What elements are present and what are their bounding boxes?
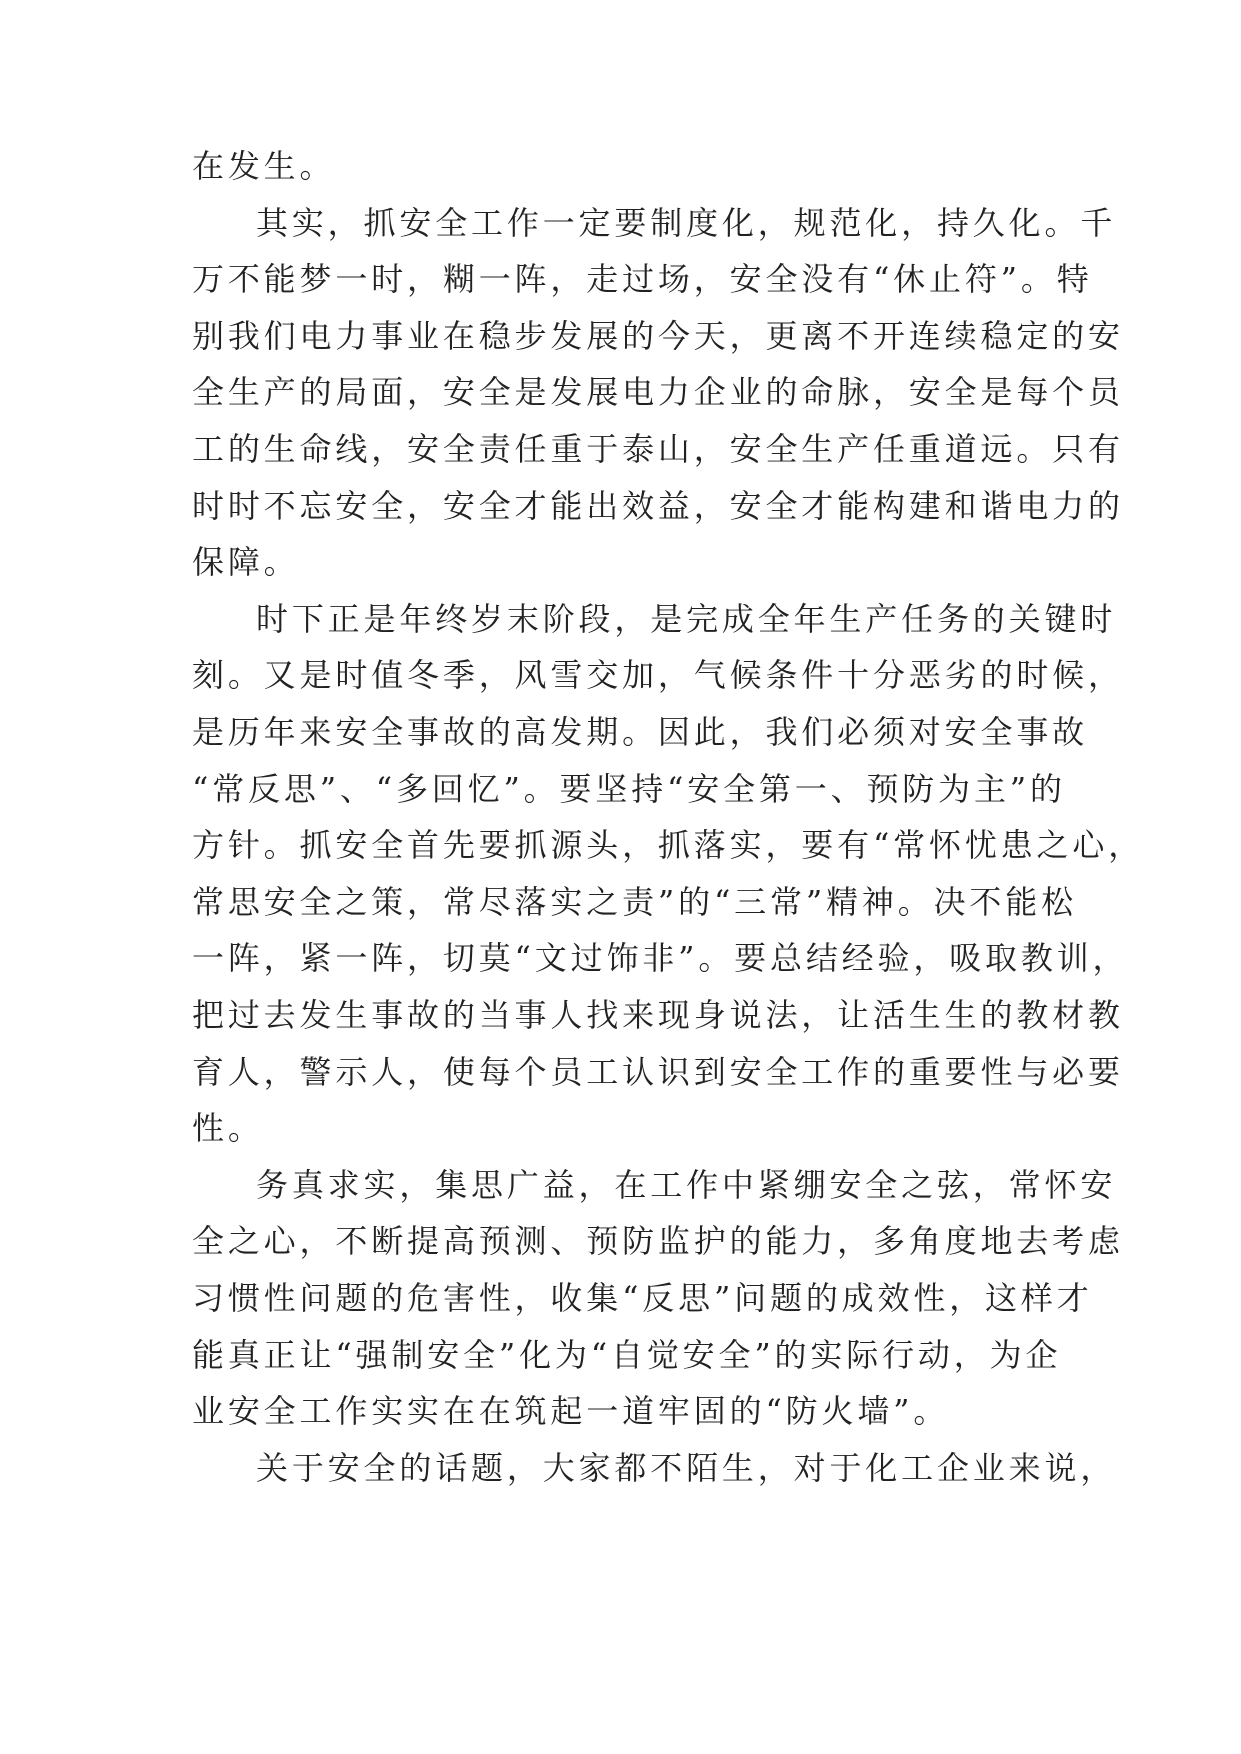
text-line: 是历年来安全事故的高发期。因此，我们必须对安全事故 bbox=[192, 713, 1089, 751]
text-line: 能真正让“强制安全”化为“自觉安全”的实际行动，为企 bbox=[192, 1336, 1062, 1374]
text-line: 保障。 bbox=[192, 543, 300, 581]
text-line: 育人，警示人，使每个员工认识到安全工作的重要性与必要 bbox=[192, 1053, 1124, 1091]
text-line: 性。 bbox=[192, 1109, 264, 1147]
text-line: 方针。抓安全首先要抓源头，抓落实，要有“常怀忧患之心， bbox=[192, 826, 1145, 864]
text-line: 在发生。 bbox=[192, 147, 336, 185]
text-line: 时时不忘安全，安全才能出效益，安全才能构建和谐电力的 bbox=[192, 487, 1124, 525]
text-line: 万不能梦一时，糊一阵，走过场，安全没有“休止符”。特 bbox=[192, 260, 1093, 298]
text-line: 别我们电力事业在稳步发展的今天，更离不开连续稳定的安 bbox=[192, 317, 1124, 355]
text-line: 全生产的局面，安全是发展电力企业的命脉，安全是每个员 bbox=[192, 373, 1124, 411]
text-line: “常反思”、“多回忆”。要坚持“安全第一、预防为主”的 bbox=[192, 770, 1066, 808]
text-line: 习惯性问题的危害性，收集“反思”问题的成效性，这样才 bbox=[192, 1279, 1093, 1317]
text-line: 把过去发生事故的当事人找来现身说法，让活生生的教材教 bbox=[192, 996, 1124, 1034]
text-line: 时下正是年终岁末阶段，是完成全年生产任务的关键时 bbox=[256, 600, 1117, 638]
text-line: 其实，抓安全工作一定要制度化，规范化，持久化。千 bbox=[256, 204, 1117, 242]
text-line: 业安全工作实实在在筑起一道牢固的“防火墙”。 bbox=[192, 1392, 950, 1430]
text-line: 务真求实，集思广益，在工作中紧绷安全之弦，常怀安 bbox=[256, 1166, 1117, 1204]
text-line: 常思安全之策，常尽落实之责”的“三常”精神。决不能松 bbox=[192, 883, 1077, 921]
text-line: 一阵，紧一阵，切莫“文过饰非”。要总结经验，吸取教训， bbox=[192, 939, 1129, 977]
text-line: 全之心，不断提高预测、预防监护的能力，多角度地去考虑 bbox=[192, 1222, 1124, 1260]
text-line: 刻。又是时值冬季，风雪交加，气候条件十分恶劣的时候， bbox=[192, 656, 1124, 694]
text-line: 关于安全的话题，大家都不陌生，对于化工企业来说， bbox=[256, 1449, 1117, 1487]
text-line: 工的生命线，安全责任重于泰山，安全生产任重道远。只有 bbox=[192, 430, 1124, 468]
